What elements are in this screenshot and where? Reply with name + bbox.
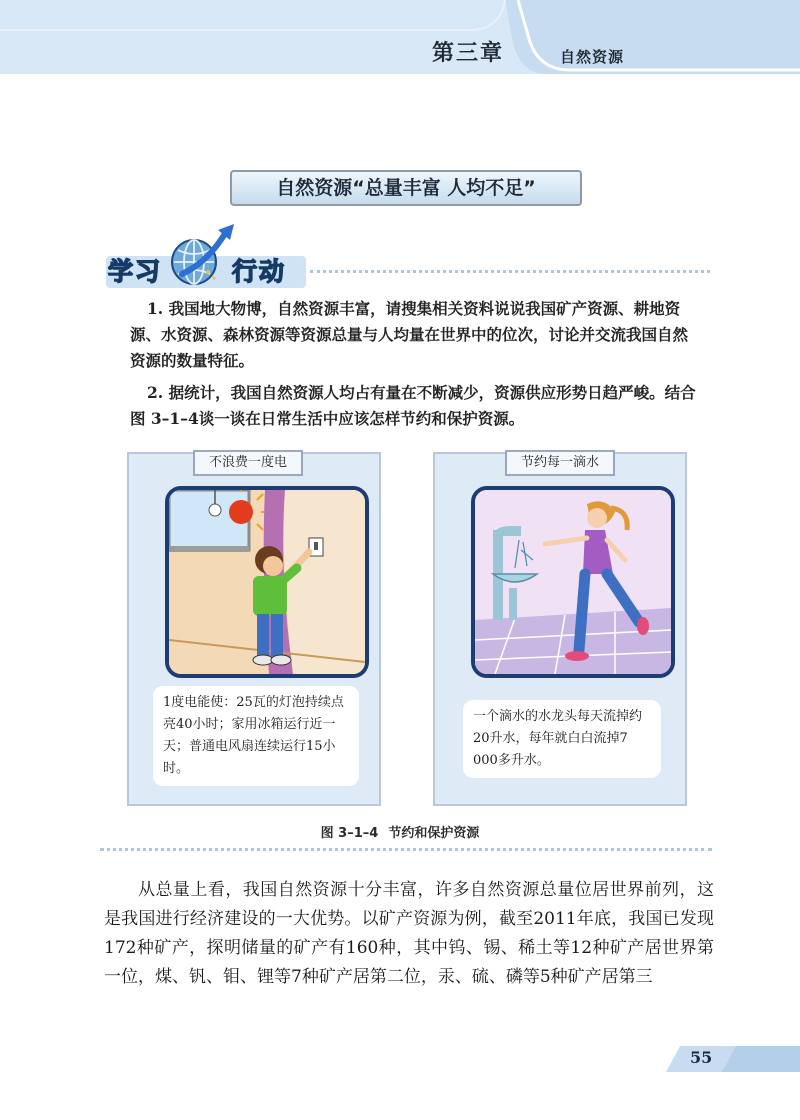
chapter-name: 自然资源 <box>560 48 625 66</box>
page-number-tab <box>666 1046 800 1072</box>
figure-number: 图 3–1–4 <box>320 826 379 841</box>
panel-title: 不浪费一度电 <box>193 450 303 476</box>
heading-word-action: 行动 <box>232 257 287 286</box>
figure-title: 节约和保护资源 <box>388 826 480 841</box>
figure-panel-electricity <box>127 452 381 806</box>
study-action-heading <box>100 222 720 292</box>
body-paragraph: 从总量上看，我国自然资源十分丰富，许多自然资源总量位居世界前列，这是我国进行经济建设的一大优势。以矿产资源为例，截至2011年底，我国已发现172种矿产，探明储量的矿产有160种，其中钨、锡、稀土等12种矿产居世界第一位，煤、钒、钼、锂等7种矿产居第二位，汞、硫、磷等5种矿产居第三 <box>104 880 714 987</box>
girl-faucet-illustration <box>475 490 671 674</box>
page-number-shape <box>666 1046 800 1072</box>
dotted-separator <box>100 848 712 851</box>
section-title: 自然资源“总量丰富 人均不足” <box>230 170 582 206</box>
electricity-caption: 1度电能使：25瓦的灯泡持续点亮40小时；家用冰箱运行近一天；普通电风扇连续运行15小时。 <box>153 686 359 786</box>
page-number: 55 <box>690 1048 713 1067</box>
page-header <box>0 0 800 74</box>
panel-title: 节约每一滴水 <box>505 450 615 476</box>
question-1: 1. 我国地大物博，自然资源丰富，请搜集相关资料说说我国矿产资源、耕地资源、水资源、森林资源等资源总量与人均量在世界中的位次，讨论并交流我国自然资源的数量特征。 <box>130 299 689 370</box>
figure-panel-water <box>433 452 687 806</box>
heading-word-study: 学习 <box>108 257 163 286</box>
dotted-divider <box>310 270 710 273</box>
water-illustration <box>471 486 675 678</box>
question-2: 2. 据统计，我国自然资源人均占有量在不断减少，资源供应形势日趋严峻。结合图 3–1–4谈一谈在日常生活中应该怎样节约和保护资源。 <box>130 383 696 428</box>
header-band <box>0 0 800 74</box>
globe-arrow-icon <box>164 222 240 290</box>
water-caption: 一个滴水的水龙头每天流掉约20升水，每年就白白流掉7 000多升水。 <box>463 700 661 778</box>
chapter-number: 第三章 <box>432 41 505 66</box>
figure-caption <box>0 822 800 841</box>
electricity-illustration <box>165 486 369 678</box>
boy-light-switch-illustration <box>169 490 365 674</box>
